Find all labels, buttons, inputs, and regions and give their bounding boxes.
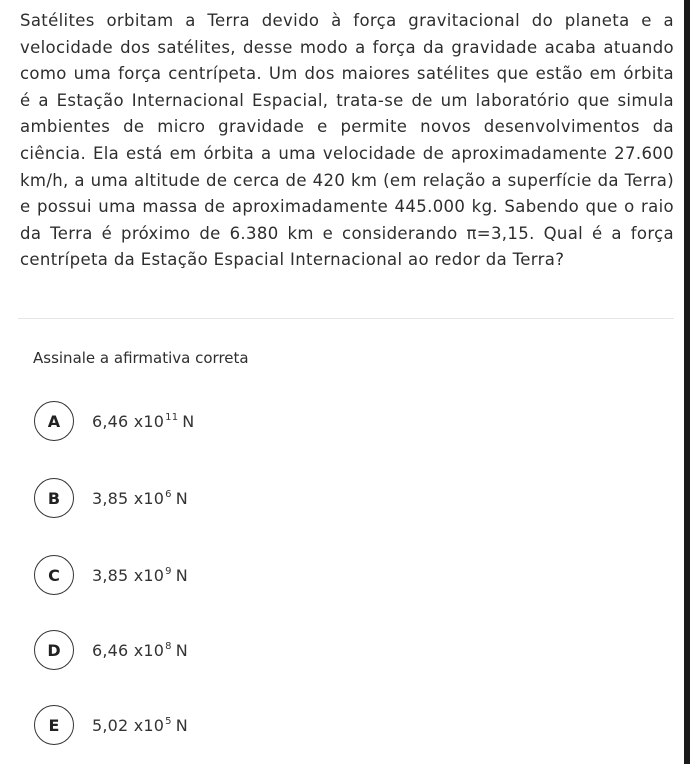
window-edge <box>684 0 690 764</box>
option-letter-d[interactable]: D <box>34 630 74 670</box>
option-a[interactable] <box>34 401 194 441</box>
divider <box>18 318 674 319</box>
option-letter-b[interactable]: B <box>34 478 74 518</box>
option-letter-e[interactable]: E <box>34 705 74 745</box>
option-value-a[interactable]: 6,46 $x10^{11}$ N <box>92 411 195 431</box>
option-value-c[interactable]: 3,85 $x10^9$ N <box>92 565 188 585</box>
option-value-d[interactable]: 6,46 $x10^8$ N <box>92 640 188 660</box>
option-letter-c[interactable]: C <box>34 555 74 595</box>
option-value-b[interactable]: 3,85 $x10^6$ N <box>92 488 188 508</box>
option-e[interactable] <box>34 705 188 745</box>
option-value-e[interactable]: 5,02 $x10^5$ N <box>92 715 188 735</box>
instruction-text: Assinale a afirmativa correta <box>33 349 249 367</box>
question-text: Satélites orbitam a Terra devido à força gravitacional do planeta e a velocidade dos satélites, desse modo a força da gravidade acaba atuando como uma força centrípeta. Um dos maiores satélites que estão em órbita é a Estação Internacional Espacial, trata-se de um laboratório que simula ambientes de micro gravidade e permite novos desenvolvimentos da ciência. Ela está em órbita a uma velocidade de aproximadamente 27.600 km/h, a uma altitude de cerca de 420 km (em relação a superfície da Terra) e possui uma massa de aproximadamente 445.000 kg. Sabendo que o raio da Terra é próximo de 6.380 km e considerando π=3,15. Qual é a força centrípeta da Estação Espacial Internacional ao redor da Terra? <box>20 11 674 270</box>
option-c[interactable] <box>34 555 188 595</box>
option-letter-a[interactable]: A <box>34 401 74 441</box>
option-b[interactable] <box>34 478 188 518</box>
option-d[interactable] <box>34 630 188 670</box>
